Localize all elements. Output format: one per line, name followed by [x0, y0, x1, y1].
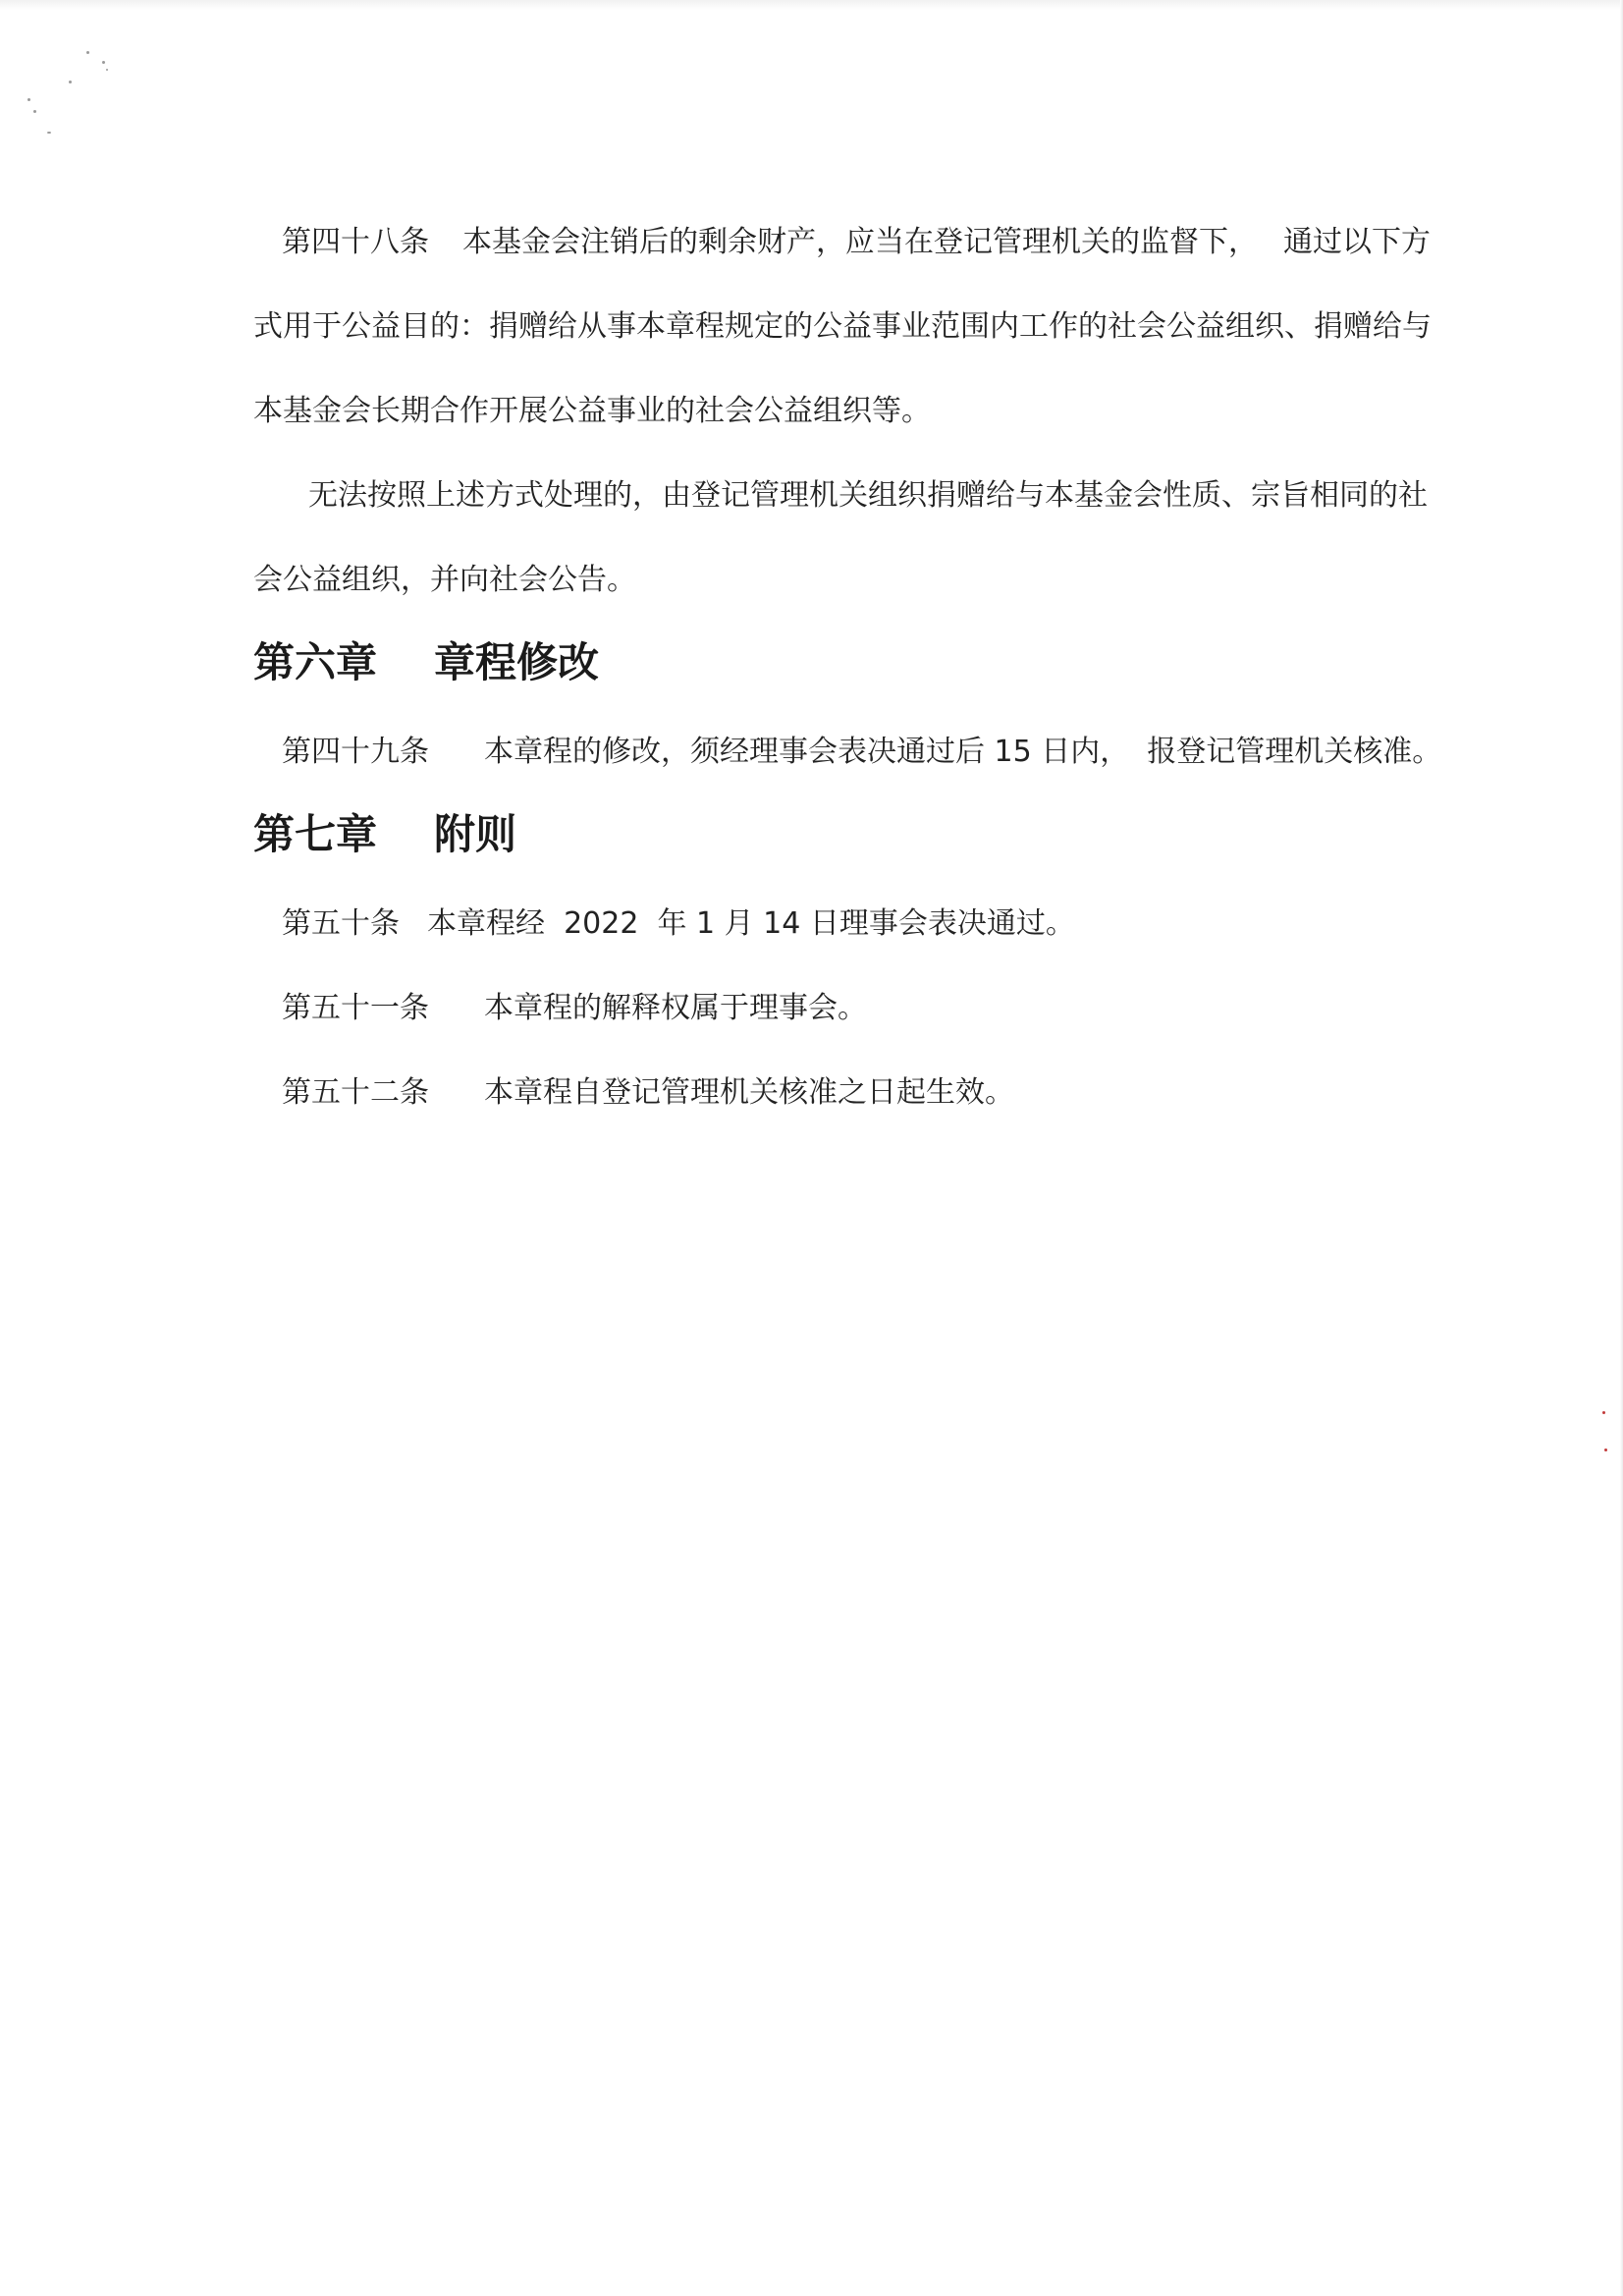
article-51-text: 本章程的解释权属于理事会。 — [484, 991, 867, 1025]
scan-speck — [102, 61, 105, 64]
article-52-line — [282, 1073, 1014, 1113]
article-50-text: 本章程经 2022 年 1 月 14 日理事会表决通过。 — [427, 906, 1075, 941]
article-48-text-tail: 通过以下方 — [1283, 225, 1431, 259]
article-48-line-2: 式用于公益目的：捐赠给从事本章程规定的公益事业范围内工作的社会公益组织、捐赠给与 — [253, 309, 1432, 344]
article-49-line — [282, 733, 1441, 772]
article-51-line — [282, 989, 867, 1028]
scan-speck-red — [1602, 1411, 1605, 1414]
scan-speck — [69, 81, 72, 83]
article-50-number: 第五十条 — [282, 906, 400, 941]
article-48-number: 第四十八条 — [282, 225, 429, 259]
scan-speck — [106, 69, 108, 71]
chapter-7-title: 附则 — [434, 810, 517, 858]
article-49-text: 本章程的修改，须经理事会表决通过后 15 日内， — [484, 735, 1130, 769]
scan-top-shadow — [0, 0, 1623, 10]
article-51-number: 第五十一条 — [282, 991, 429, 1025]
article-52-number: 第五十二条 — [282, 1075, 429, 1110]
chapter-6-number: 第六章 — [253, 638, 378, 686]
article-48-line-1 — [282, 223, 1431, 262]
scan-speck-red — [1604, 1449, 1607, 1451]
article-49-text-tail: 报登记管理机关核准。 — [1147, 735, 1442, 769]
scan-speck — [86, 51, 89, 54]
article-48-para2-line-1: 无法按照上述方式处理的，由登记管理机关组织捐赠给与本基金会性质、宗旨相同的社 — [308, 478, 1428, 513]
article-48-line-3: 本基金会长期合作开展公益事业的社会公益组织等。 — [253, 394, 931, 428]
scan-speck — [33, 110, 36, 113]
article-52-text: 本章程自登记管理机关核准之日起生效。 — [484, 1075, 1014, 1110]
article-49-number: 第四十九条 — [282, 735, 429, 769]
chapter-7-heading — [253, 810, 516, 859]
chapter-7-number: 第七章 — [253, 810, 378, 858]
article-48-para2-line-2: 会公益组织，并向社会公告。 — [253, 563, 636, 597]
scan-speck — [27, 98, 30, 101]
article-50-line — [282, 904, 1075, 944]
chapter-6-heading — [253, 638, 599, 687]
scan-speck — [47, 132, 51, 134]
article-48-text: 本基金会注销后的剩余财产，应当在登记管理机关的监督下， — [462, 225, 1258, 259]
chapter-6-title: 章程修改 — [434, 638, 600, 686]
